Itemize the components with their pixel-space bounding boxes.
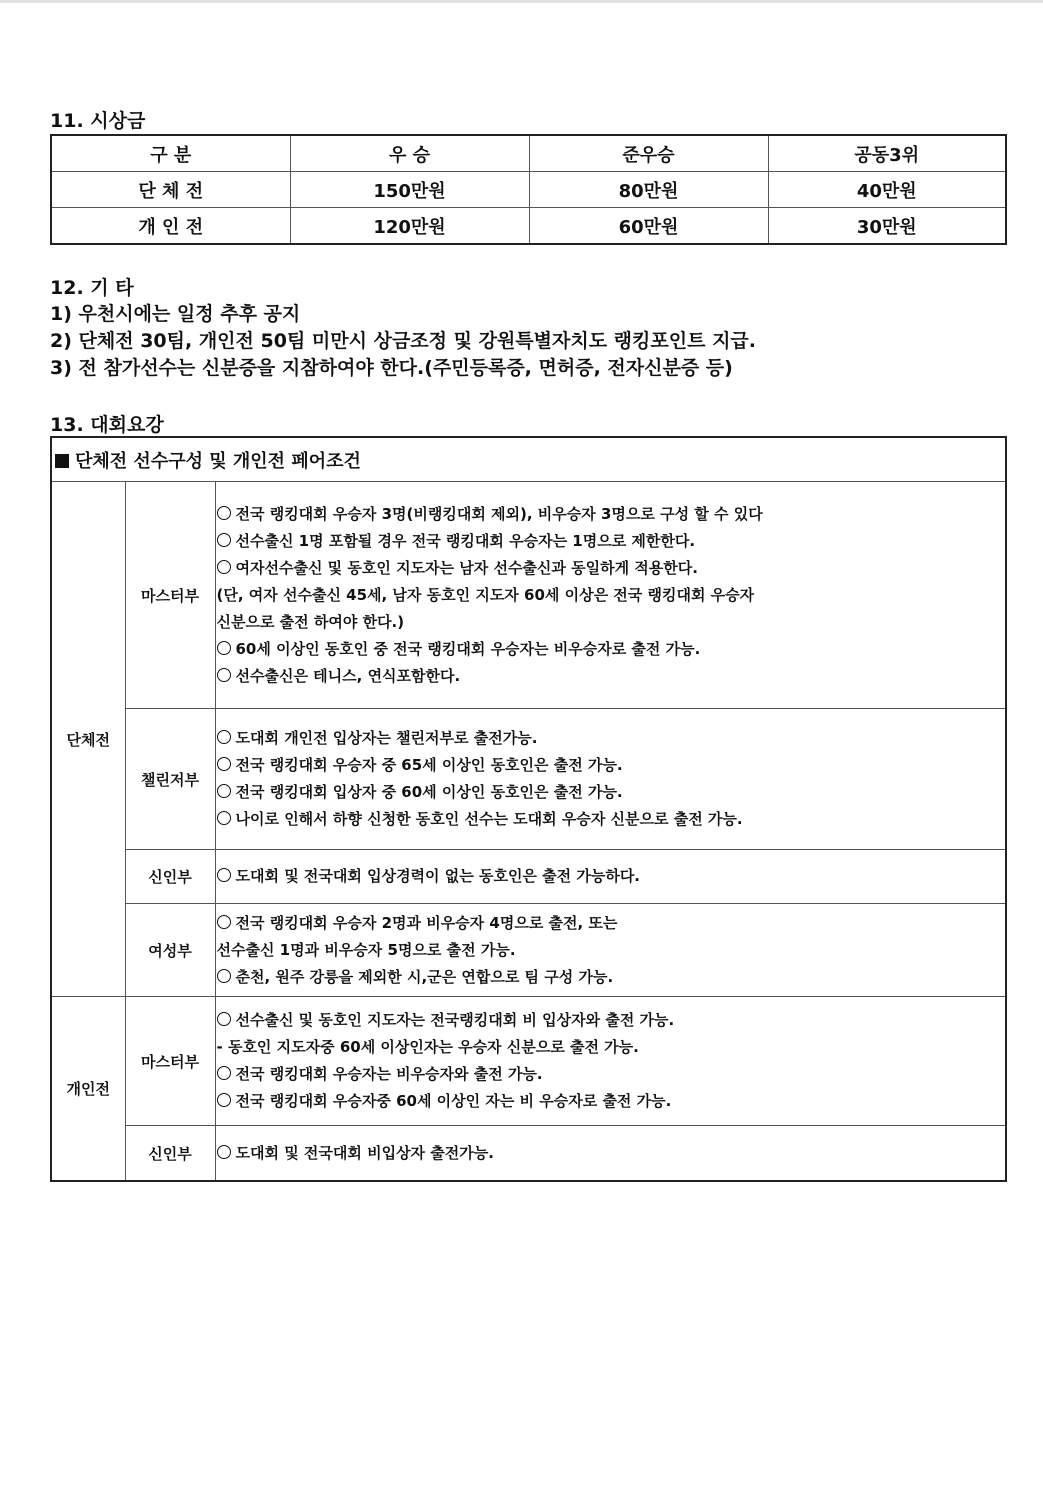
misc-note: 1) 우천시에는 일정 추후 공지 [50,303,301,325]
rules-category-cell: 단체전 [51,482,125,997]
prize-cell: 개 인 전 [51,208,290,245]
rules-row [51,997,1006,1126]
rules-line [217,1061,1006,1088]
circle-icon [217,811,231,825]
rules-line-text: 도대회 및 전국대회 비입상자 출전가능. [235,1143,494,1162]
top-divider [0,0,1043,3]
rules-row [51,482,1006,709]
rules-line-text: 춘천, 원주 강릉을 제외한 시,군은 연합으로 팀 구성 가능. [235,967,614,986]
circle-icon [217,868,231,882]
circle-icon [217,533,231,547]
prize-heading: 11. 시상금 [50,110,146,132]
rules-line-text: 도대회 및 전국대회 입상경력이 없는 동호인은 출전 가능하다. [235,867,641,885]
rules-line [217,528,1006,555]
rules-line [217,910,1006,937]
circle-icon [217,1066,231,1080]
rules-content-cell [215,997,1006,1126]
prize-header-cell: 구 분 [51,135,290,172]
circle-icon [217,1145,231,1159]
rules-heading: 13. 대회요강 [50,414,164,436]
rules-caption-text: 단체전 선수구성 및 개인전 페어조건 [75,450,361,472]
rules-row [51,1126,1006,1182]
rules-line [217,663,1006,690]
rules-line [217,863,1006,890]
prize-cell: 30만원 [768,208,1006,245]
prize-cell: 120만원 [290,208,529,245]
misc-notes [50,301,1010,382]
misc-note: 2) 단체전 30팀, 개인전 50팀 미만시 상금조정 및 강원특별자치도 랭킹포인트 지급. [50,330,756,352]
rules-division-cell: 여성부 [125,904,215,997]
rules-line-text: (단, 여자 선수출신 45세, 남자 동호인 지도자 60세 이상은 전국 랭킹대회 우승자 [216,585,755,604]
rules-line [217,937,1006,964]
rules-line-text: 신분으로 출전 하여야 한다.) [216,612,405,631]
prize-cell: 단 체 전 [51,172,290,208]
rules-division-cell: 마스터부 [125,997,215,1126]
rules-line-text: 선수출신 1명 포함될 경우 전국 랭킹대회 우승자는 1명으로 제한한다. [235,531,696,550]
circle-icon [217,969,231,983]
rules-row [51,709,1006,850]
rules-row [51,904,1006,997]
rules-line-text: 선수출신은 테니스, 연식포함한다. [235,666,461,685]
rules-line [217,725,1006,752]
rules-content-cell [215,709,1006,850]
rules-line-text: 도대회 개인전 입상자는 챌린저부로 출전가능. [235,729,538,747]
circle-icon [217,506,231,520]
misc-heading: 12. 기 타 [50,277,134,299]
circle-icon [217,1012,231,1026]
prize-cell: 60만원 [529,208,768,245]
circle-icon [217,668,231,682]
rules-category-cell: 개인전 [51,997,125,1182]
prize-row-individual [51,208,1006,245]
circle-icon [217,730,231,744]
prize-header-cell: 우 승 [290,135,529,172]
rules-line [217,752,1006,779]
rules-line-text: 전국 랭킹대회 우승자 3명(비랭킹대회 제외), 비우승자 3명으로 구성 할 수 있다 [235,504,763,523]
circle-icon [217,784,231,798]
rules-line [217,1034,1006,1061]
rules-line [217,1140,1006,1167]
rules-line-text: 전국 랭킹대회 우승자중 60세 이상인 자는 비 우승자로 출전 가능. [235,1092,672,1110]
rules-table [50,436,1007,1182]
prize-cell: 40만원 [768,172,1006,208]
rules-caption-row [51,437,1006,482]
circle-icon [217,915,231,929]
rules-line-text: 여자선수출신 및 동호인 지도자는 남자 선수출신과 동일하게 적용한다. [235,558,698,577]
prize-header-cell: 준우승 [529,135,768,172]
circle-icon [217,1093,231,1107]
circle-icon [217,757,231,771]
rules-division-cell: 챌린저부 [125,709,215,850]
rules-line-text: 60세 이상인 동호인 중 전국 랭킹대회 우승자는 비우승자로 출전 가능. [235,639,701,658]
prize-cell: 150만원 [290,172,529,208]
rules-line [217,636,1006,663]
prize-header-row [51,135,1006,172]
rules-line-text: - 동호인 지도자중 60세 이상인자는 우승자 신분으로 출전 가능. [216,1038,639,1056]
rules-line-text: 전국 랭킹대회 우승자 중 65세 이상인 동호인은 출전 가능. [235,756,623,774]
circle-icon [217,641,231,655]
black-square-icon [55,454,69,468]
prize-row-team [51,172,1006,208]
rules-line-text: 전국 랭킹대회 우승자는 비우승자와 출전 가능. [235,1065,543,1083]
prize-cell: 80만원 [529,172,768,208]
rules-line-text: 선수출신 1명과 비우승자 5명으로 출전 가능. [216,940,516,959]
rules-line-text: 전국 랭킹대회 우승자 2명과 비우승자 4명으로 출전, 또는 [235,913,618,932]
rules-division-cell: 신인부 [125,1126,215,1182]
rules-line-text: 나이로 인해서 하향 신청한 동호인 선수는 도대회 우승자 신분으로 출전 가능. [235,810,743,828]
rules-division-cell: 신인부 [125,850,215,904]
rules-line [217,1088,1006,1115]
rules-line [217,779,1006,806]
prize-table [50,134,1007,245]
rules-row [51,850,1006,904]
circle-icon [217,560,231,574]
rules-division-cell: 마스터부 [125,482,215,709]
rules-content-cell [215,1126,1006,1182]
rules-line-text: 전국 랭킹대회 입상자 중 60세 이상인 동호인은 출전 가능. [235,783,623,801]
rules-content-cell [215,904,1006,997]
rules-line [217,1007,1006,1034]
rules-line [217,582,1006,609]
rules-line [217,501,1006,528]
misc-note: 3) 전 참가선수는 신분증을 지참하여야 한다.(주민등록증, 면허증, 전자신분증 등) [50,357,733,379]
rules-line-text: 선수출신 및 동호인 지도자는 전국랭킹대회 비 입상자와 출전 가능. [235,1011,675,1029]
rules-line [217,806,1006,833]
rules-line [217,609,1006,636]
rules-content-cell [215,482,1006,709]
rules-caption [51,437,1006,482]
rules-line [217,555,1006,582]
prize-header-cell: 공동3위 [768,135,1006,172]
rules-line [217,964,1006,991]
rules-content-cell [215,850,1006,904]
